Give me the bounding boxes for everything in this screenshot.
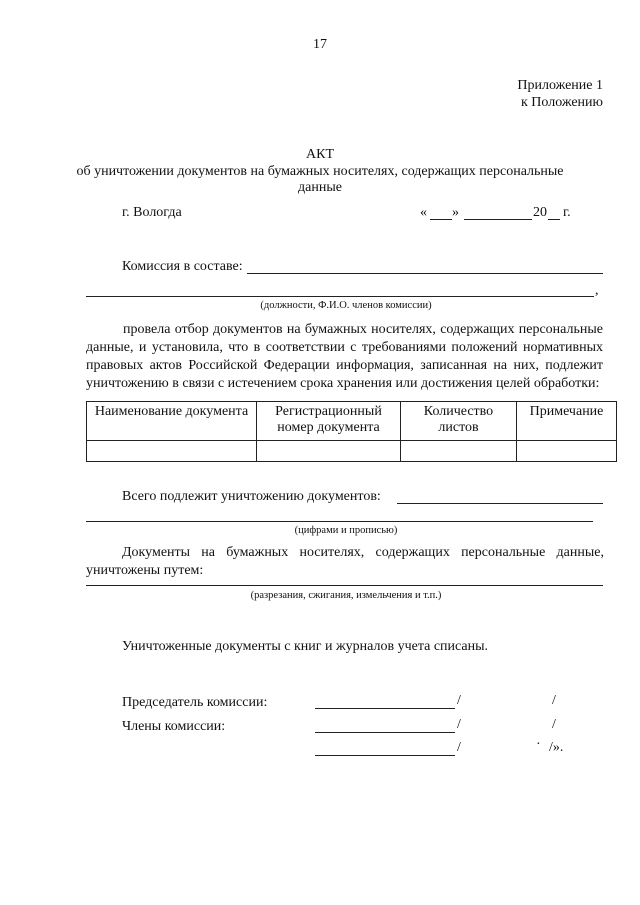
appendix-line-1: Приложение 1 <box>517 78 603 93</box>
document-title: АКТ <box>306 147 334 162</box>
commission-hint: (должности, Ф.И.О. членов комиссии) <box>260 300 432 311</box>
destroyed-text-line-1: Документы на бумажных носителях, содержащих персональные данные, <box>122 545 604 560</box>
day-blank[interactable] <box>430 219 452 220</box>
written-off-text: Уничтоженные документы с книг и журналов учета списаны. <box>122 639 489 654</box>
city-label: г. Вологда <box>122 205 182 220</box>
chairman-signature-blank[interactable] <box>315 708 455 709</box>
month-blank[interactable] <box>464 219 532 220</box>
document-subtitle-line-2: данные <box>298 180 342 195</box>
chairman-label: Председатель комиссии: <box>122 695 268 710</box>
member-1-slash-1: / <box>457 717 461 732</box>
member-2-closing: /». <box>549 740 564 755</box>
members-label: Члены комиссии: <box>122 719 226 734</box>
member-2-signature-blank[interactable] <box>315 755 455 756</box>
table-cell[interactable] <box>401 441 517 462</box>
member-1-slash-2: / <box>552 717 556 732</box>
table-header-row <box>87 402 617 441</box>
member-1-signature-blank[interactable] <box>315 732 455 733</box>
destroyed-method-blank[interactable] <box>86 585 603 586</box>
header-registration-number: Регистрационный номер документа <box>257 402 401 441</box>
chairman-slash-2: / <box>552 693 556 708</box>
commission-blank-2[interactable] <box>86 296 594 297</box>
commission-blank-1[interactable] <box>247 273 603 274</box>
date-close-quote: » <box>452 205 459 220</box>
table-row <box>87 441 617 462</box>
destroyed-text-line-2: уничтожены путем: <box>86 563 204 578</box>
date-open-quote: « <box>420 205 427 220</box>
dot-mark: · <box>536 737 541 752</box>
header-note: Примечание <box>517 402 617 441</box>
appendix-line-2: к Положению <box>520 95 603 110</box>
header-sheet-count: Количество листов <box>401 402 517 441</box>
commission-trailing-comma: , <box>595 283 599 298</box>
document-subtitle-line-1: об уничтожении документов на бумажных носителях, содержащих персональные <box>76 164 564 179</box>
table-cell[interactable] <box>87 441 257 462</box>
documents-table <box>86 401 617 462</box>
member-2-slash: / <box>457 740 461 755</box>
chairman-slash-1: / <box>457 693 461 708</box>
year-blank[interactable] <box>548 219 560 220</box>
total-hint: (цифрами и прописью) <box>294 525 398 536</box>
year-prefix: 20 <box>533 205 547 220</box>
year-suffix: г. <box>563 205 571 220</box>
total-label: Всего подлежит уничтожению документов: <box>122 489 381 504</box>
commission-label: Комиссия в составе: <box>122 259 243 274</box>
total-blank-2[interactable] <box>86 521 593 522</box>
total-blank-1[interactable] <box>397 503 603 504</box>
header-document-name: Наименование документа <box>87 402 257 441</box>
destroyed-hint: (разрезания, сжигания, измельчения и т.п.) <box>250 590 442 601</box>
table-cell[interactable] <box>517 441 617 462</box>
body-paragraph: провела отбор документов на бумажных носителях, содержащих персональные данные, и установила, что в соответствии с требованиями положений нормативных правовых актов Российской Федерации информация, записанная на них, подлежит уничтожению в связи с истечением срока хранения или достижения целей обработки: <box>86 322 603 391</box>
page-number: 17 <box>313 37 327 52</box>
table-cell[interactable] <box>257 441 401 462</box>
